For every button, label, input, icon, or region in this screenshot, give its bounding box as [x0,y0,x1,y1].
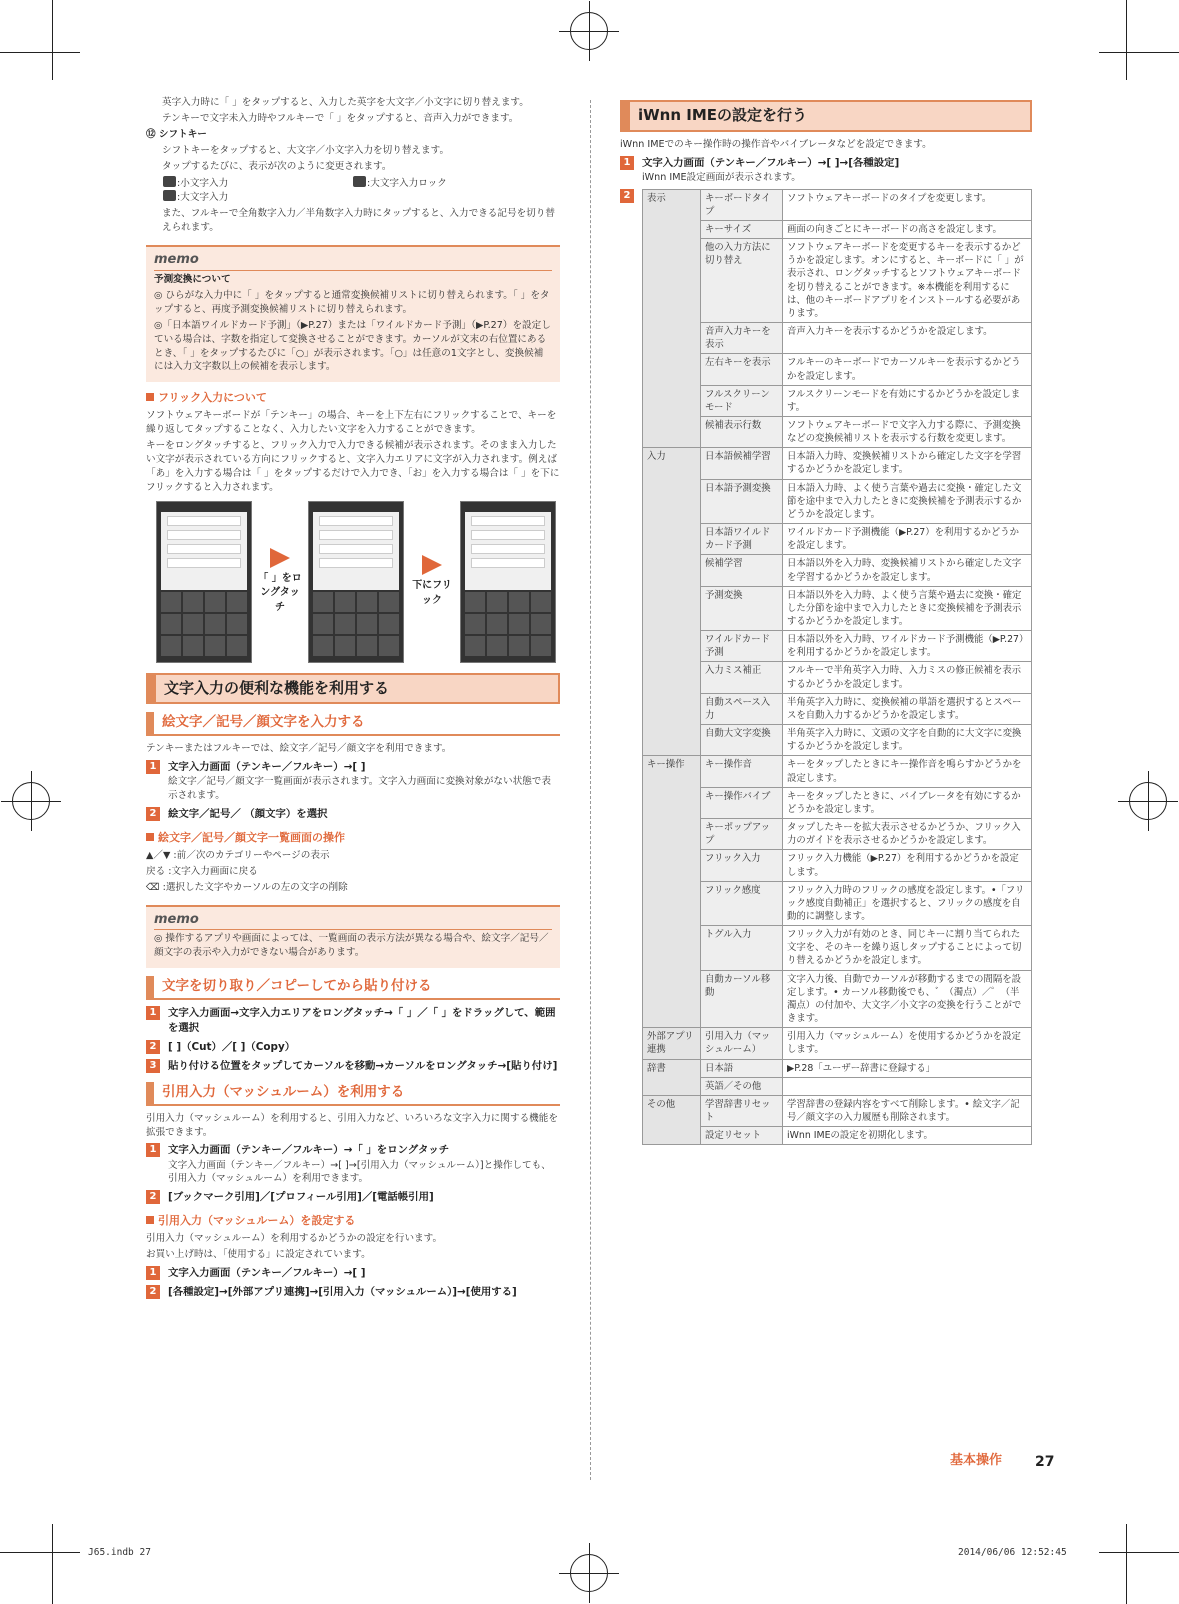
table-row [643,1095,1032,1126]
table-desc: 学習辞書の登録内容をすべて削除します。• 絵文字／記号／顔文字の入力履歴も削除されます。 [783,1095,1032,1126]
table-item: 日本語ワイルドカード予測 [701,524,783,555]
table-item: 日本語候補学習 [701,448,783,479]
table-category: キー操作 [643,756,701,1028]
flick-heading: フリック入力について [146,390,560,406]
table-item: キー操作音 [701,756,783,787]
table-row [643,354,1032,385]
step-number: 2 [620,189,634,203]
table-row [643,1028,1032,1059]
table-item: トグル入力 [701,926,783,970]
flick-text: ソフトウェアキーボードが「テンキー」の場合、キーを上下左右にフリックすることで、キーを繰り返してタップすることなく、入力したい文字を入力することができます。 [146,410,557,436]
registration-mark [12,782,50,820]
quote-intro: 引用入力（マッシュルーム）を利用すると、引用入力など、いろいろな文字入力に関する機能を拡張できます。 [146,1112,558,1138]
intro-block [146,96,560,126]
table-desc [783,1077,1032,1095]
table-row [643,220,1032,238]
flick-illustration [156,501,560,663]
step-desc: 文字入力画面（テンキー／フルキー）→[ ]→[引用入力（マッシュルーム）]と操作しても、引用入力（マッシュルーム）を利用できます。 [168,1159,551,1185]
settings-table [642,189,1032,1146]
memo-item: ◎ 操作するアプリや画面によっては、一覧画面の表示方法が異なる場合や、絵文字／記号／顔文字の表示や入力ができない場合があります。 [154,933,549,959]
emoji-op: ▲／▼ :前／次のカテゴリーやページの表示 [146,849,330,861]
table-desc: ▶P.28「ユーザー辞書に登録する」 [783,1059,1032,1077]
intro-line-2: テンキーで文字未入力時やフルキーで「 」をタップすると、音声入力ができます。 [162,112,519,124]
table-item: 設定リセット [701,1127,783,1145]
step-number: 1 [146,1143,160,1157]
table-row [643,725,1032,756]
step-number: 1 [146,1006,160,1020]
table-row [643,189,1032,220]
arrow-right-icon [422,555,442,575]
arrow-label-2: 下にフリック [412,580,452,606]
table-item: 予測変換 [701,586,783,630]
left-column [146,96,560,1303]
table-desc: 引用入力（マッシュルーム）を使用するかどうかを設定します。 [783,1028,1032,1059]
slug-timestamp: 2014/06/06 12:52:45 [958,1547,1067,1558]
memo-item: ◎ ひらがな入力中に「 」をタップすると通常変換候補リストに切り替えられます。「 」をタップすると、再度予測変換候補リストに切り替えられます。 [154,289,550,315]
memo-label: memo [154,911,552,931]
shift-upper-icon [163,190,176,201]
table-item: 学習辞書リセット [701,1095,783,1126]
step-title: [ブックマーク引用]／[プロフィール引用]／[電話帳引用] [168,1191,434,1204]
step [620,189,1032,1146]
step-desc: iWnn IME設定画面が表示されます。 [642,171,801,183]
shift-line-2: タップするたびに、表示が次のように変更されます。 [162,160,392,172]
table-item: 自動スペース入力 [701,693,783,724]
table-item: ワイルドカード予測 [701,631,783,662]
table-row [643,693,1032,724]
column-divider [590,100,591,1480]
crop-mark [52,0,53,80]
iwnn-intro: iWnn IMEでのキー操作時の操作音やバイブレータなどを設定できます。 [620,138,932,150]
memo-title: 予測変換について [154,274,231,285]
memo-box [146,245,560,382]
shift-line-1: シフトキーをタップすると、大文字／小文字入力を切り替えます。 [162,144,450,156]
emoji-ops-heading: 絵文字／記号／顔文字一覧画面の操作 [146,830,560,846]
emoji-op: 戻る :文字入力画面に戻る [146,865,258,877]
registration-mark [570,1554,608,1592]
crop-mark [52,1524,53,1604]
table-desc: ソフトウェアキーボードで文字入力する際に、予測変換などの変換候補リストを表示する行数を変更します。 [783,416,1032,447]
table-item: 他の入力方法に切り替え [701,239,783,323]
shift-note: また、フルキーで全角数字入力／半角数字入力時にタップすると、入力できる記号を切り替えられます。 [162,208,555,234]
shift-block [146,144,560,235]
table-item: 日本語予測変換 [701,479,783,523]
step [146,1266,560,1281]
step-number: 1 [620,156,634,170]
table-category: 表示 [643,189,701,448]
shift-lock-icon [353,176,366,187]
emoji-op: ⌫ :選択した文字やカーソルの左の文字の削除 [146,881,348,893]
table-desc: 日本語以外を入力時、変換候補リストから確定した文字を学習するかどうかを設定します。 [783,555,1032,586]
table-desc: フルキーで半角英字入力時、入力ミスの修正候補を表示するかどうかを設定します。 [783,662,1032,693]
shift-modes-row [162,176,560,191]
step-title: 貼り付ける位置をタップしてカーソルを移動→カーソルをロングタッチ→[貼り付け] [168,1060,558,1073]
arrow-flick-down [410,555,454,608]
table-desc: フリック入力機能（▶P.27）を利用するかどうかを設定します。 [783,850,1032,881]
table-desc: 日本語入力時、よく使う言葉や過去に変換・確定した文節を途中まで入力したときに変換候補を予測表示するかどうかを設定します。 [783,479,1032,523]
table-row [643,479,1032,523]
table-desc: 半角英字入力時に、変換候補の単語を選択するとスペースを自動入力するかどうかを設定します。 [783,693,1032,724]
quote-set-intro: お買い上げ時は、「使用する」に設定されています。 [146,1249,371,1261]
table-row [643,586,1032,630]
table-item: 英語／その他 [701,1077,783,1095]
table-desc: キーをタップしたときにキー操作音を鳴らすかどうかを設定します。 [783,756,1032,787]
table-row [643,819,1032,850]
table-item: キーポップアップ [701,819,783,850]
crop-mark [0,1552,80,1553]
table-desc: 日本語以外を入力時、ワイルドカード予測機能（▶P.27）を利用するかどうかを設定します。 [783,631,1032,662]
table-row [643,756,1032,787]
table-row [643,631,1032,662]
table-item: 引用入力（マッシュルーム） [701,1028,783,1059]
step-title: 文字入力画面→文字入力エリアをロングタッチ→「 」／「 」をドラッグして、範囲を選択 [168,1006,556,1034]
table-desc: iWnn IMEの設定を初期化します。 [783,1127,1032,1145]
table-row [643,385,1032,416]
section-heading-quote: 引用入力（マッシュルーム）を利用する [146,1082,560,1106]
table-desc: 日本語以外を入力時、よく使う言葉や過去に変換・確定した分節を途中まで入力したときに変換候補を予測表示するかどうかを設定します。 [783,586,1032,630]
step-number: 2 [146,1040,160,1054]
table-desc: フリック入力が有効のとき、同じキーに割り当てられた文字を、そのキーを繰り返しタップすることによって切り替えるかどうかを設定します。 [783,926,1032,970]
table-row [643,524,1032,555]
intro-line-1: 英字入力時に「 」をタップすると、入力した英字を大文字／小文字に切り替えます。 [162,97,529,108]
registration-mark [570,12,608,50]
table-item: フルスクリーンモード [701,385,783,416]
shift-mode-upper: :大文字入力 [177,192,229,204]
table-desc: フルスクリーンモードを有効にするかどうかを設定します。 [783,385,1032,416]
step-number: 3 [146,1059,160,1073]
step-title: [ ]（Cut）／[ ]（Copy） [168,1040,296,1053]
table-row [643,448,1032,479]
step [620,156,1032,185]
footer-section: 基本操作 [950,1453,1003,1468]
step [146,1006,560,1036]
table-item: 入力ミス補正 [701,662,783,693]
table-row [643,970,1032,1028]
phone-screenshot-1 [156,501,252,663]
table-desc: タップしたキーを拡大表示させるかどうか、フリック入力のガイドを表示させるかどうかを設定します。 [783,819,1032,850]
table-desc: フルキーのキーボードでカーソルキーを表示するかどうかを設定します。 [783,354,1032,385]
step [146,1143,560,1186]
step [146,760,560,803]
table-category: その他 [643,1095,701,1144]
table-item: 候補学習 [701,555,783,586]
arrow-label-1: 「 」をロングタッチ [258,572,302,613]
shift-title: ⑫ シフトキー [146,128,207,140]
table-row [643,881,1032,925]
shift-lower-icon [163,176,176,187]
memo-label: memo [154,251,552,271]
step-number: 2 [146,807,160,821]
crop-mark [1126,0,1127,80]
table-item: 音声入力キーを表示 [701,323,783,354]
step-desc: 絵文字／記号／顔文字一覧画面が表示されます。文字入力画面に変換対象がない状態で表示されます。 [168,776,551,801]
table-item: 日本語 [701,1059,783,1077]
table-row [643,1127,1032,1145]
table-row [643,662,1032,693]
step [146,1285,560,1300]
table-desc: 画面の向きごとにキーボードの高さを設定します。 [783,220,1032,238]
crop-mark [1099,52,1179,53]
table-row [643,239,1032,323]
table-desc: 日本語入力時、変換候補リストから確定した文字を学習するかどうかを設定します。 [783,448,1032,479]
table-item: 左右キーを表示 [701,354,783,385]
table-item: キーサイズ [701,220,783,238]
table-item: フリック入力 [701,850,783,881]
table-row [643,1077,1032,1095]
table-category: 辞書 [643,1059,701,1095]
quote-set-intro: 引用入力（マッシュルーム）を利用するかどうかの設定を行います。 [146,1233,443,1245]
right-column [620,100,1032,1148]
step-title: 文字入力画面（テンキー／フルキー）→[ ] [168,1267,366,1280]
section-heading-main: 文字入力の便利な機能を利用する [146,673,560,705]
arrow-right-icon [270,548,290,568]
step-title: [各種設定]→[外部アプリ連携]→[引用入力（マッシュルーム）]→[使用する] [168,1286,517,1299]
step-number: 2 [146,1190,160,1204]
crop-mark [0,52,80,53]
table-row [643,1059,1032,1077]
table-desc: 音声入力キーを表示するかどうかを設定します。 [783,323,1032,354]
table-item: キー操作バイブ [701,787,783,818]
table-item: 自動大文字変換 [701,725,783,756]
step [146,1059,560,1074]
registration-mark [1129,782,1167,820]
table-desc: フリック入力時のフリックの感度を設定します。•「フリック感度自動補正」を選択すると、フリックの感度を自動的に調整します。 [783,881,1032,925]
section-heading-iwnn: iWnn IMEの設定を行う [620,100,1032,132]
crop-mark [1099,1552,1179,1553]
table-row [643,850,1032,881]
phone-screenshot-2 [308,501,404,663]
table-desc: 半角英字入力時に、文頭の文字を自動的に大文字に変換するかどうかを設定します。 [783,725,1032,756]
table-desc: ソフトウェアキーボードを変更するキーを表示するかどうかを設定します。オンにすると、キーボードに「 」が表示され、ロングタッチするとソフトウェアキーボードを切り替えることができます。※本機能を利用するには、他のキーボードアプリをインストールする必要があります。 [783,239,1032,323]
step-title: 絵文字／記号／ （顔文字）を選択 [168,807,328,820]
table-row [643,323,1032,354]
slug-file: J65.indb 27 [88,1547,151,1558]
table-desc: ソフトウェアキーボードのタイプを変更します。 [783,189,1032,220]
step-number: 1 [146,760,160,774]
shift-mode-lower: :小文字入力 [177,177,229,189]
step-number: 1 [146,1266,160,1280]
table-row [643,555,1032,586]
table-item: キーボードタイプ [701,189,783,220]
table-category: 外部アプリ連携 [643,1028,701,1059]
table-desc: ワイルドカード予測機能（▶P.27）を利用するかどうかを設定します。 [783,524,1032,555]
step-number: 2 [146,1285,160,1299]
table-item: 候補表示行数 [701,416,783,447]
step [146,1190,560,1205]
step-title: 文字入力画面（テンキー／フルキー）→[ ]→[各種設定] [642,156,900,169]
flick-text: キーをロングタッチすると、フリック入力で入力できる候補が表示されます。そのまま入力したい文字が表示されている方向にフリックすると、文字入力エリアに文字が入力されます。例えば「あ」を入力する場合は「 」をタップするだけで入力でき、「お」を入力する場合は「 」を下にフリックすると入力されます。 [146,440,560,493]
arrow-long-touch [258,548,302,616]
table-item: 自動カーソル移動 [701,970,783,1028]
table-desc: キーをタップしたときに、バイブレータを有効にするかどうかを設定します。 [783,787,1032,818]
table-row [643,416,1032,447]
emoji-intro: テンキーまたはフルキーでは、絵文字／記号／顔文字を利用できます。 [146,743,452,755]
step [146,1040,560,1055]
table-row [643,787,1032,818]
memo-item: ◎「日本語ワイルドカード予測」（▶P.27）または「ワイルドカード予測」（▶P.27）を設定している場合は、字数を指定して変換させることができます。カーソルが文末の右位置にあるとき、「 」をタップするたびに「○」が表示されます。「○」は任意の1文字とし、変換候補には入力文字数以上の候補を表示します。 [154,319,551,373]
table-row [643,926,1032,970]
phone-screenshot-3 [460,501,556,663]
quote-set-heading: 引用入力（マッシュルーム）を設定する [146,1213,560,1229]
page-number: 27 [1035,1454,1055,1470]
memo-box [146,905,560,969]
table-desc: 文字入力後、自動でカーソルが移動するまでの間隔を設定します。• カーソル移動後でも、゛（濁点）／゜（半濁点）の付加や、大文字／小文字の変換を行うことができます。 [783,970,1032,1028]
table-category: 入力 [643,448,701,756]
step-title: 文字入力画面（テンキー／フルキー）→「 」をロングタッチ [168,1144,450,1157]
crop-mark [1126,1524,1127,1604]
table-item: フリック感度 [701,881,783,925]
step-title: 文字入力画面（テンキー／フルキー）→[ ] [168,760,366,773]
step [146,807,560,822]
section-heading-emoji: 絵文字／記号／顔文字を入力する [146,712,560,736]
section-heading-cut: 文字を切り取り／コピーしてから貼り付ける [146,976,560,1000]
shift-mode-lock: :大文字入力ロック [367,177,447,189]
